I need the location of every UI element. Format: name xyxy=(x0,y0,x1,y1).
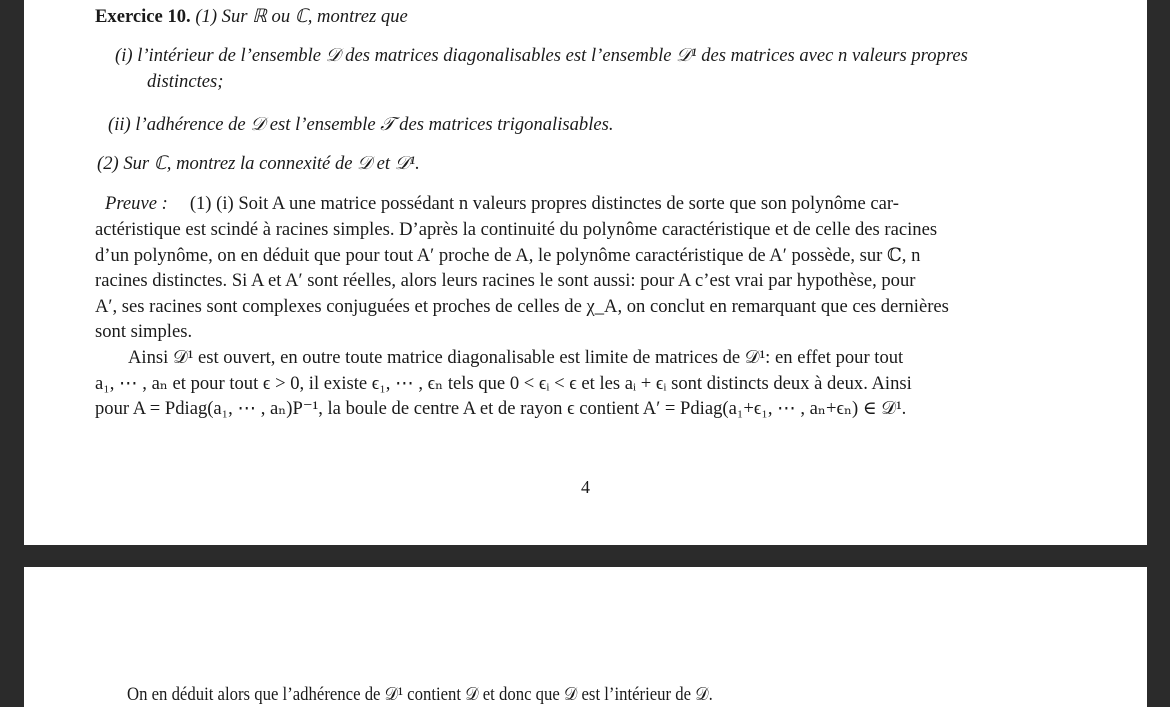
proof-text-1: (1) (i) Soit A une matrice possédant n valeurs propres distinctes de sorte que son polynôme car- xyxy=(189,193,899,214)
exercise-title: Exercice 10. xyxy=(95,6,191,27)
proof-label: Preuve : xyxy=(105,193,168,214)
part-2: (2) Sur ℂ, montrez la connexité de 𝒟 et 𝒟¹. xyxy=(97,153,420,174)
proof-line-2: actéristique est scindé à racines simples. D’après la continuité du polynôme caractéristique et de celle des racines xyxy=(95,219,938,240)
proof-line-8: a₁, ⋯ , aₙ et pour tout ϵ > 0, il existe ϵ₁, ⋯ , ϵₙ tels que 0 < ϵᵢ < ϵ et les aᵢ + ϵᵢ sont distincts deux à deux. Ainsi xyxy=(95,373,912,394)
item-ii: (ii) l’adhérence de 𝒟 est l’ensemble 𝒯 des matrices trigonalisables. xyxy=(108,114,614,135)
proof-line-1 xyxy=(95,191,1117,217)
proof-line-6: sont simples. xyxy=(95,321,193,342)
document-page-5 xyxy=(24,567,1147,707)
page-number: 4 xyxy=(581,477,590,497)
proof-line-5: A′, ses racines sont complexes conjuguées et proches de celles de χ_A, on conclut en remarquant que ces dernières xyxy=(95,296,949,317)
proof-line-3: d’un polynôme, on en déduit que pour tout A′ proche de A, le polynôme caractéristique de A′ possède, sur ℂ, n xyxy=(95,245,921,266)
item-i-line-2: distinctes; xyxy=(147,71,224,92)
item-i-line-1: (i) l’intérieur de l’ensemble 𝒟 des matrices diagonalisables est l’ensemble 𝒟¹ des matrices avec n valeurs propres xyxy=(115,45,968,66)
proof-line-7: Ainsi 𝒟¹ est ouvert, en outre toute matrice diagonalisable est limite de matrices de 𝒟¹: en effet pour tout xyxy=(128,347,904,368)
proof-line-4: racines distinctes. Si A et A′ sont réelles, alors leurs racines le sont aussi: pour A c’est vrai par hypothèse, pour xyxy=(95,270,916,291)
page2-text: On en déduit alors que l’adhérence de 𝒟¹ contient 𝒟 et donc que 𝒟 est l’intérieur de 𝒟. xyxy=(127,684,713,705)
exercise-heading xyxy=(95,4,408,30)
exercise-intro: (1) Sur ℝ ou ℂ, montrez que xyxy=(195,6,408,27)
document-page-4 xyxy=(24,0,1147,545)
proof-line-9: pour A = Pdiag(a₁, ⋯ , aₙ)P⁻¹, la boule de centre A et de rayon ϵ contient A′ = Pdiag(a₁+ϵ₁, ⋯ , aₙ+ϵₙ) ∈ 𝒟¹. xyxy=(95,398,907,419)
